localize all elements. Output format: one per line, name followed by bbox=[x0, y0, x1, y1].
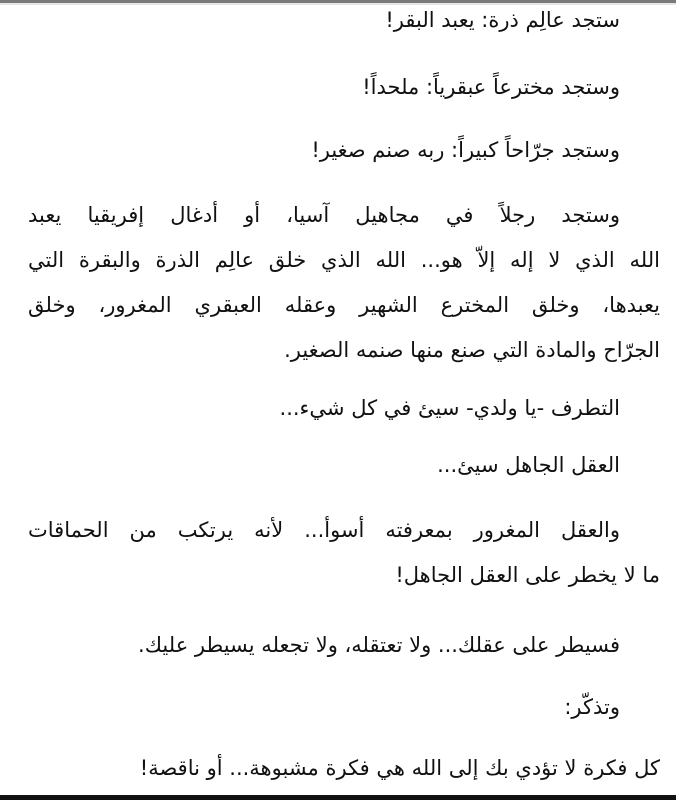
paragraph-control-mind: فسيطر على عقلك... ولا تعتقله، ولا تجعله يسيطر عليك. bbox=[138, 633, 620, 657]
paragraph-man-line-1: وستجد رجلاً في مجاهيل آسيا، أو أدغال إفريقيا يعبد bbox=[28, 203, 620, 227]
bottom-divider bbox=[0, 795, 676, 800]
paragraph-scientist: ستجد عالِم ذرة: يعبد البقر! bbox=[385, 8, 620, 32]
paragraph-ignorant-mind: العقل الجاهل سيئ... bbox=[437, 453, 620, 477]
paragraph-man-line-4: الجرّاح والمادة التي صنع منها صنمه الصغير. bbox=[284, 338, 660, 362]
paragraph-extremism: التطرف -يا ولدي- سيئ في كل شيء... bbox=[279, 396, 620, 420]
paragraph-arrogant-mind-line-1: والعقل المغرور بمعرفته أسوأ... لأنه يرتكب من الحماقات bbox=[28, 518, 620, 542]
paragraph-arrogant-mind-line-2: ما لا يخطر على العقل الجاهل! bbox=[395, 563, 660, 587]
paragraph-man-line-3: يعبدها، وخلق المخترع الشهير وعقله العبقري المغرور، وخلق bbox=[28, 293, 660, 317]
paragraph-remember: وتذكّر: bbox=[564, 695, 620, 719]
paragraph-surgeon: وستجد جرّاحاً كبيراً: ربه صنم صغير! bbox=[311, 138, 620, 162]
paragraph-man-line-2: الله الذي لا إله إلاّ هو... الله الذي خلق عالِم الذرة والبقرة التي bbox=[28, 248, 660, 272]
paragraph-every-idea: كل فكرة لا تؤدي بك إلى الله هي فكرة مشبوهة... أو ناقصة! bbox=[139, 756, 660, 780]
paragraph-inventor: وستجد مخترعاً عبقرياً: ملحداً! bbox=[362, 75, 620, 99]
